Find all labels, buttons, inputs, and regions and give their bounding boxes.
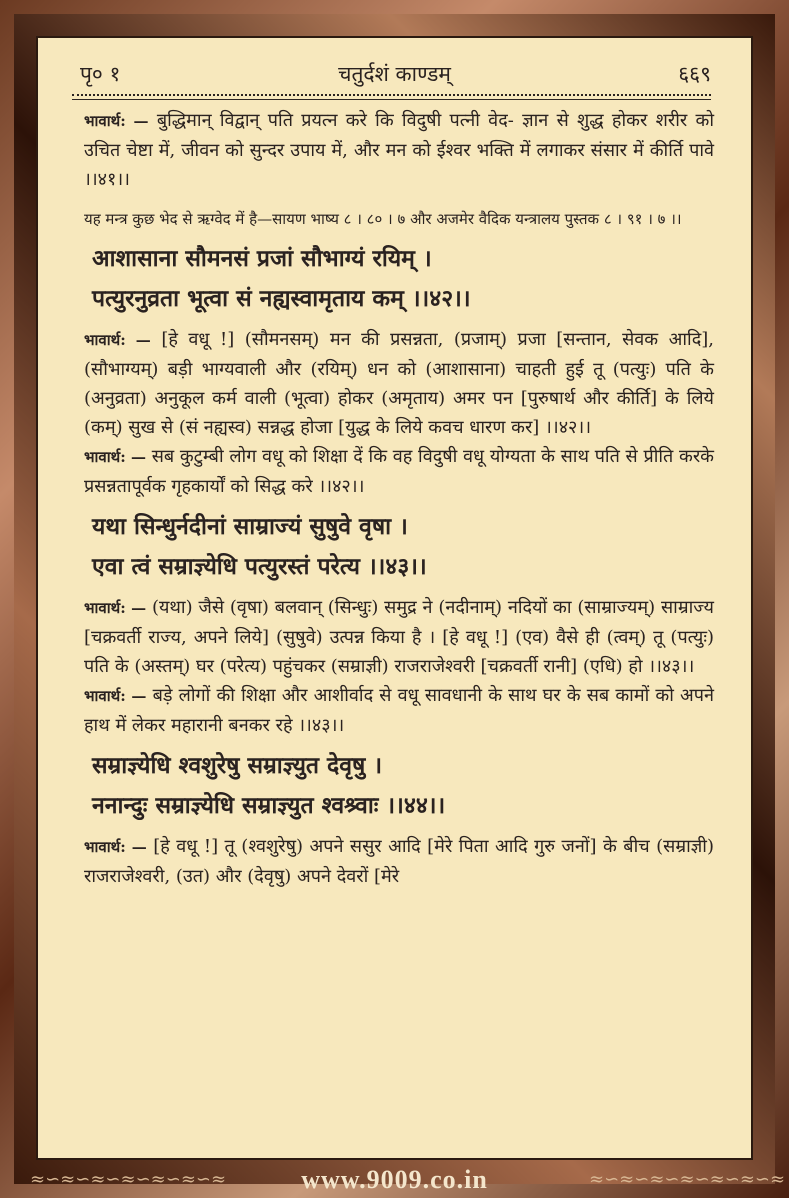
explanation-paragraph <box>84 106 714 194</box>
explanation-paragraph <box>84 325 714 442</box>
paragraph-text: बड़े लोगों की शिक्षा और आशीर्वाद से वधू सावधानी के साथ घर के सब कामों को अपने हाथ में लेकर महारानी बनकर रहे ।।४३।। <box>84 685 715 736</box>
page-content <box>84 106 714 891</box>
verse-line: आशासाना सौमनसं प्रजां सौभाग्यं रयिम् । <box>92 245 432 272</box>
page-header-left: पृ० १ <box>80 62 121 86</box>
ornament-icon: ≈∽≈∽≈∽≈∽≈∽≈∽≈ <box>30 1169 227 1190</box>
reference-note: यह मन्त्र कुछ भेद से ऋग्वेद में है—सायण भाष्य ८ । ८० । ७ और अजमेर वैदिक यन्त्रालय पुस्तक ८ । ९१ । ७ ।। <box>84 210 682 228</box>
verse-line: पत्युरनुव्रता भूत्वा सं नह्यस्वामृताय कम् ।।४२।। <box>92 285 471 312</box>
verse-line: यथा सिन्धुर्नदीनां साम्राज्यं सुषुवे वृषा । <box>92 513 408 540</box>
page-number: ६६९ <box>678 62 711 86</box>
verse-44 <box>92 746 714 826</box>
paragraph-label: भावार्थ: — <box>84 838 147 856</box>
ornament-icon: ≈∽≈∽≈∽≈∽≈∽≈∽≈ <box>589 1169 786 1190</box>
explanation-paragraph <box>84 681 714 740</box>
paragraph-text: [हे वधू !] (सौमनसम्) मन की प्रसन्नता, (प्रजाम्) प्रजा [सन्तान, सेवक आदि], (सौभाग्यम्) बड़ी भाग्यवाली और (रयिम्) धन को (आशासाना) चाहती हुई तू (पत्युः) पति के (अनुव्रता) अनुकूल कर्म वाली (भूत्वा) होकर (अमृताय) अमर पन [पुरुषार्थ और कीर्ति] के लिये (कम्) सुख से (सं नह्यस्व) सन्नद्ध होजा [युद्ध के लिये कवच धारण कर] ।।४२।। <box>84 329 714 438</box>
paragraph-text: सब कुटुम्बी लोग वधू को शिक्षा दें कि वह विदुषी वधू योग्यता के साथ पति से प्रीति करके प्रसन्नतापूर्वक गृहकार्यों को सिद्ध करे ।।४२।। <box>84 446 715 497</box>
paragraph-label: भावार्थ: — <box>84 448 147 466</box>
header-divider <box>72 94 711 96</box>
page-header <box>78 56 711 90</box>
verse-line: एवा त्वं सम्राज्ञ्येधि पत्युरस्तं परेत्य ।।४३।। <box>92 553 427 580</box>
paragraph-label: भावार्थ: — <box>84 112 149 130</box>
paragraph-label: भावार्थ: — <box>84 331 151 349</box>
explanation-paragraph <box>84 442 714 501</box>
paragraph-text: (यथा) जैसे (वृषा) बलवान् (सिन्धुः) समुद्र ने (नदीनाम्) नदियों का (साम्राज्यम्) साम्राज्य [चक्रवर्ती राज्य, अपने लिये] (सुषुवे) उत्पन्न किया है । [हे वधू !] (एव) वैसे ही (त्वम्) तू (पत्युः) पति के (अस्तम्) घर (परेत्य) पहुंचकर (सम्राज्ञी) राजराजेश्वरी [चक्रवर्ती रानी] (एधि) हो ।।४३।। <box>84 597 714 677</box>
paragraph-label: भावार्थ: — <box>84 599 147 617</box>
paragraph-label: भावार्थ: — <box>84 687 147 705</box>
explanation-paragraph <box>84 832 714 891</box>
page-header-title: चतुर्दशं काण्डम् <box>338 62 451 86</box>
verse-42 <box>92 239 714 319</box>
verse-43 <box>92 507 714 587</box>
explanation-paragraph <box>84 593 714 681</box>
paragraph-text: बुद्धिमान् विद्वान् पति प्रयत्न करे कि विदुषी पत्नी वेद- ज्ञान से शुद्ध होकर शरीर को उचित चेष्टा में, जीवन को सुन्दर उपाय में, और मन को ईश्वर भक्ति में लगाकर संसार में कीर्ति पावे ।।४१।। <box>84 110 714 190</box>
website-url[interactable]: www.9009.co.in <box>301 1165 488 1194</box>
paragraph-text: [हे वधू !] तू (श्वशुरेषु) अपने ससुर आदि [मेरे पिता आदि गुरु जनों] के बीच (सम्राज्ञी) राजराजेश्वरी, (उत) और (देवृषु) अपने देवरों [मेरे <box>84 836 714 887</box>
verse-line: ननान्दुः सम्राज्ञ्येधि सम्राज्ञ्युत श्वश्र्वाः ।।४४।। <box>92 792 446 819</box>
verse-line: सम्राज्ञ्येधि श्वशुरेषु सम्राज्ञ्युत देवृषु । <box>92 752 383 779</box>
book-page <box>36 36 753 1160</box>
